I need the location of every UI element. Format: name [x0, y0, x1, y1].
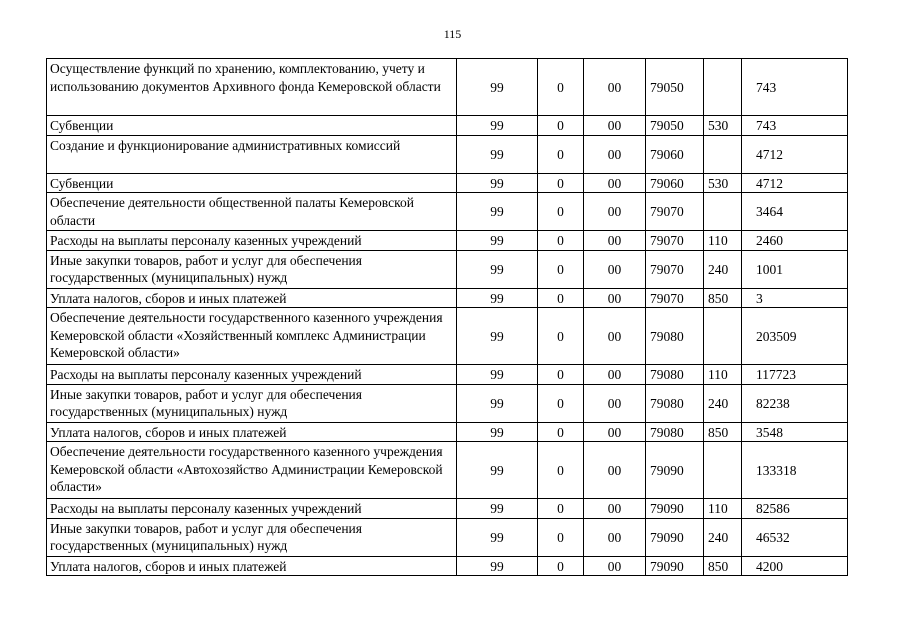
subprogram-code-cell: 0 [538, 288, 584, 308]
subprogram-code-cell: 0 [538, 442, 584, 499]
expense-code-cell: 79060 [646, 173, 704, 193]
subprogram-code-cell: 0 [538, 365, 584, 385]
program-code-cell: 99 [457, 365, 538, 385]
expense-type-cell: 110 [704, 365, 742, 385]
amount-cell: 3 [742, 288, 848, 308]
expense-code-cell: 79090 [646, 442, 704, 499]
amount-cell: 3548 [742, 422, 848, 442]
program-code-cell: 99 [457, 499, 538, 519]
table-row [47, 231, 848, 251]
direction-code-cell: 00 [584, 135, 646, 173]
row-name-cell: Обеспечение деятельности государственного казенного учреждения Кемеровской области «Хозяйственный комплекс Администрации Кемеровской области» [47, 308, 457, 365]
expense-code-cell: 79090 [646, 518, 704, 556]
amount-cell: 1001 [742, 250, 848, 288]
row-name-cell: Субвенции [47, 116, 457, 136]
row-name-cell: Расходы на выплаты персоналу казенных учреждений [47, 231, 457, 251]
expense-code-cell: 79060 [646, 135, 704, 173]
expense-type-cell: 110 [704, 231, 742, 251]
program-code-cell: 99 [457, 250, 538, 288]
expense-code-cell: 79070 [646, 231, 704, 251]
direction-code-cell: 00 [584, 308, 646, 365]
row-name-cell: Иные закупки товаров, работ и услуг для обеспечения государственных (муниципальных) нужд [47, 518, 457, 556]
expense-type-cell: 530 [704, 173, 742, 193]
expense-type-cell: 530 [704, 116, 742, 136]
expense-type-cell: 850 [704, 288, 742, 308]
program-code-cell: 99 [457, 173, 538, 193]
program-code-cell: 99 [457, 193, 538, 231]
table-row [47, 173, 848, 193]
table-row [47, 193, 848, 231]
table-row [47, 384, 848, 422]
row-name-cell: Уплата налогов, сборов и иных платежей [47, 288, 457, 308]
program-code-cell: 99 [457, 116, 538, 136]
program-code-cell: 99 [457, 556, 538, 576]
expense-code-cell: 79080 [646, 365, 704, 385]
row-name-cell: Обеспечение деятельности государственного казенного учреждения Кемеровской области «Автохозяйство Администрации Кемеровской области» [47, 442, 457, 499]
budget-table [46, 58, 848, 576]
table-row [47, 518, 848, 556]
subprogram-code-cell: 0 [538, 518, 584, 556]
table-row [47, 288, 848, 308]
direction-code-cell: 00 [584, 518, 646, 556]
subprogram-code-cell: 0 [538, 250, 584, 288]
program-code-cell: 99 [457, 422, 538, 442]
program-code-cell: 99 [457, 288, 538, 308]
expense-type-cell [704, 59, 742, 116]
expense-code-cell: 79080 [646, 384, 704, 422]
subprogram-code-cell: 0 [538, 116, 584, 136]
expense-type-cell [704, 442, 742, 499]
subprogram-code-cell: 0 [538, 173, 584, 193]
direction-code-cell: 00 [584, 193, 646, 231]
program-code-cell: 99 [457, 442, 538, 499]
expense-type-cell [704, 193, 742, 231]
amount-cell: 2460 [742, 231, 848, 251]
row-name-cell: Осуществление функций по хранению, комплектованию, учету и использованию документов Архивного фонда Кемеровской области [47, 59, 457, 116]
direction-code-cell: 00 [584, 442, 646, 499]
row-name-cell: Расходы на выплаты персоналу казенных учреждений [47, 365, 457, 385]
program-code-cell: 99 [457, 59, 538, 116]
direction-code-cell: 00 [584, 116, 646, 136]
row-name-cell: Обеспечение деятельности общественной палаты Кемеровской области [47, 193, 457, 231]
expense-code-cell: 79080 [646, 308, 704, 365]
expense-code-cell: 79050 [646, 116, 704, 136]
table-row [47, 499, 848, 519]
subprogram-code-cell: 0 [538, 499, 584, 519]
expense-type-cell: 110 [704, 499, 742, 519]
expense-type-cell [704, 135, 742, 173]
subprogram-code-cell: 0 [538, 422, 584, 442]
table-row [47, 135, 848, 173]
subprogram-code-cell: 0 [538, 135, 584, 173]
amount-cell: 133318 [742, 442, 848, 499]
amount-cell: 743 [742, 59, 848, 116]
subprogram-code-cell: 0 [538, 384, 584, 422]
expense-code-cell: 79090 [646, 556, 704, 576]
expense-type-cell: 850 [704, 422, 742, 442]
table-row [47, 308, 848, 365]
table-row [47, 365, 848, 385]
table-row [47, 556, 848, 576]
table-row [47, 422, 848, 442]
row-name-cell: Расходы на выплаты персоналу казенных учреждений [47, 499, 457, 519]
row-name-cell: Субвенции [47, 173, 457, 193]
direction-code-cell: 00 [584, 384, 646, 422]
subprogram-code-cell: 0 [538, 556, 584, 576]
direction-code-cell: 00 [584, 231, 646, 251]
direction-code-cell: 00 [584, 365, 646, 385]
direction-code-cell: 00 [584, 422, 646, 442]
expense-code-cell: 79070 [646, 250, 704, 288]
direction-code-cell: 00 [584, 250, 646, 288]
expense-code-cell: 79080 [646, 422, 704, 442]
amount-cell: 82586 [742, 499, 848, 519]
direction-code-cell: 00 [584, 173, 646, 193]
table-row [47, 59, 848, 116]
expense-code-cell: 79070 [646, 288, 704, 308]
page-number: 115 [443, 27, 462, 41]
amount-cell: 4200 [742, 556, 848, 576]
amount-cell: 82238 [742, 384, 848, 422]
program-code-cell: 99 [457, 518, 538, 556]
expense-type-cell: 240 [704, 384, 742, 422]
direction-code-cell: 00 [584, 59, 646, 116]
amount-cell: 4712 [742, 135, 848, 173]
program-code-cell: 99 [457, 135, 538, 173]
row-name-cell: Создание и функционирование административных комиссий [47, 135, 457, 173]
row-name-cell: Иные закупки товаров, работ и услуг для обеспечения государственных (муниципальных) нужд [47, 384, 457, 422]
amount-cell: 4712 [742, 173, 848, 193]
table-row [47, 250, 848, 288]
row-name-cell: Уплата налогов, сборов и иных платежей [47, 556, 457, 576]
row-name-cell: Иные закупки товаров, работ и услуг для обеспечения государственных (муниципальных) нужд [47, 250, 457, 288]
row-name-cell: Уплата налогов, сборов и иных платежей [47, 422, 457, 442]
amount-cell: 743 [742, 116, 848, 136]
direction-code-cell: 00 [584, 556, 646, 576]
amount-cell: 203509 [742, 308, 848, 365]
expense-code-cell: 79090 [646, 499, 704, 519]
subprogram-code-cell: 0 [538, 59, 584, 116]
program-code-cell: 99 [457, 231, 538, 251]
program-code-cell: 99 [457, 384, 538, 422]
amount-cell: 117723 [742, 365, 848, 385]
table-row [47, 116, 848, 136]
subprogram-code-cell: 0 [538, 231, 584, 251]
expense-type-cell [704, 308, 742, 365]
table-body [47, 59, 848, 576]
expense-code-cell: 79070 [646, 193, 704, 231]
expense-code-cell: 79050 [646, 59, 704, 116]
direction-code-cell: 00 [584, 288, 646, 308]
expense-type-cell: 240 [704, 250, 742, 288]
subprogram-code-cell: 0 [538, 308, 584, 365]
direction-code-cell: 00 [584, 499, 646, 519]
expense-type-cell: 240 [704, 518, 742, 556]
table-row [47, 442, 848, 499]
program-code-cell: 99 [457, 308, 538, 365]
expense-type-cell: 850 [704, 556, 742, 576]
amount-cell: 46532 [742, 518, 848, 556]
amount-cell: 3464 [742, 193, 848, 231]
subprogram-code-cell: 0 [538, 193, 584, 231]
